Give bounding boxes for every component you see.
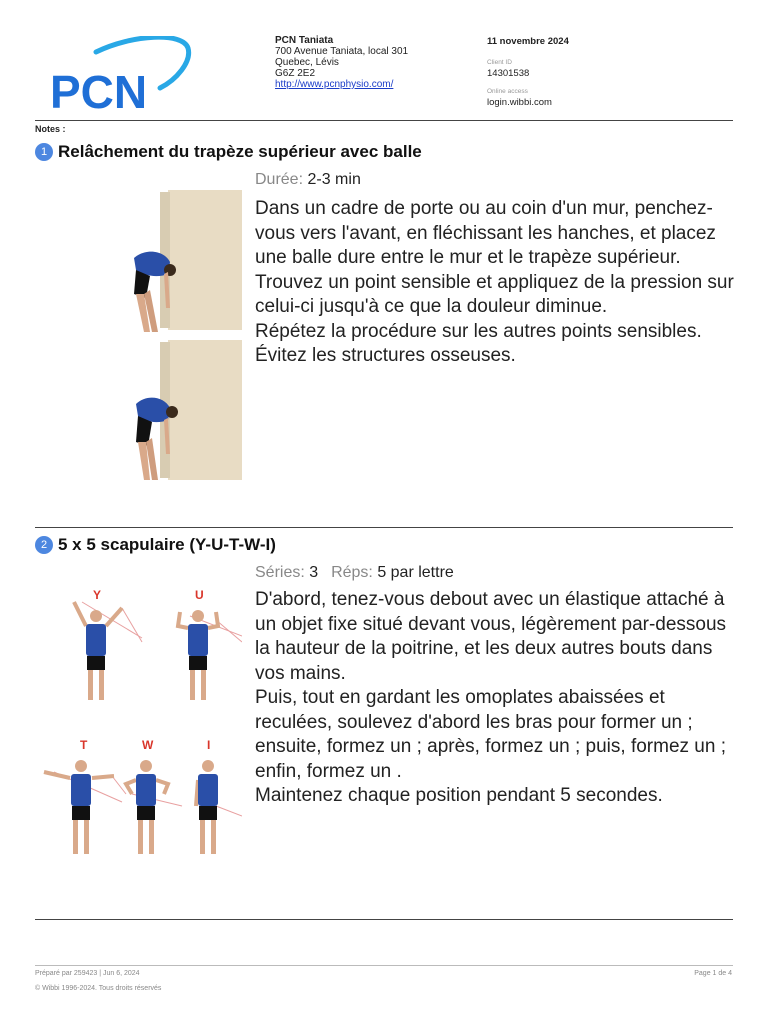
letter-i-label: I: [207, 738, 211, 752]
postal-code: G6Z 2E2: [275, 68, 316, 79]
series-value: 3: [309, 564, 319, 581]
client-id-label: Client ID: [487, 59, 512, 66]
exercise-1-title: [35, 142, 422, 162]
reps-value: 5 par lettre: [377, 564, 454, 581]
duration-value: 2-3 min: [307, 171, 361, 188]
footer-divider: [35, 965, 733, 966]
client-id: 14301538: [487, 68, 530, 79]
description-paragraph: Trouvez un point sensible et appliquez de la pression sur celui-ci jusqu'à ce que la douleur diminue.: [255, 271, 734, 317]
page-number: Page 1 de 4: [694, 970, 732, 977]
figure-i: [196, 760, 242, 854]
online-access-label: Online access: [487, 88, 528, 95]
exercise-2-image: [40, 580, 242, 885]
exercise-2-description: [255, 588, 735, 809]
website-link[interactable]: http://www.pcnphysio.com/: [275, 79, 394, 90]
document-date: 11 novembre 2024: [487, 36, 569, 47]
exercise-divider: [35, 527, 733, 528]
exercise-2-params: [255, 564, 454, 582]
description-paragraph: Évitez les structures osseuses.: [255, 345, 516, 366]
exercise-1-params: [255, 171, 361, 189]
description-paragraph: Dans un cadre de porte ou au coin d'un mur, penchez-vous vers l'avant, en fléchissant les hanches, et placez une balle dure entre le mur et le trapèze supérieur.: [255, 198, 716, 268]
clinic-name: PCN Taniata: [275, 35, 334, 46]
exercise-divider: [35, 919, 733, 920]
description-paragraph: D'abord, tenez-vous debout avec un élastique attaché à un objet fixe situé devant vous, légèrement par-dessous la hauteur de la poitrine, et les deux autres bouts dans vos mains.: [255, 589, 727, 684]
figure-u: [178, 610, 242, 700]
description-paragraph: Maintenez chaque position pendant 5 secondes.: [255, 785, 663, 806]
footer-prepared: Préparé par 259423 | Jun 6, 2024: [35, 970, 140, 977]
exercise-1-description: [255, 197, 735, 369]
series-label: Séries:: [255, 564, 305, 581]
figure-w: [126, 760, 182, 854]
clinic-address: [275, 35, 408, 90]
document-meta: [487, 36, 569, 108]
svg-text:PCN: PCN: [50, 66, 148, 114]
figure-y: [74, 602, 142, 700]
footer-copyright: © Wibbi 1996-2024. Tous droits réservés: [35, 985, 162, 992]
letter-y-label: Y: [93, 588, 102, 602]
reps-label: Réps:: [331, 564, 373, 581]
exercise-title: 5 x 5 scapulaire (Y-U-T-W-I): [58, 535, 276, 554]
online-access: login.wibbi.com: [487, 97, 552, 108]
address-line-1: 700 Avenue Taniata, local 301: [275, 46, 409, 57]
duration-label: Durée:: [255, 171, 304, 188]
address-line-2: Quebec, Lévis: [275, 57, 339, 68]
header-divider: [35, 120, 733, 121]
exercise-2-title: [35, 535, 276, 555]
exercise-number-badge: 1: [35, 143, 53, 161]
figure-t: [44, 760, 126, 854]
letter-t-label: T: [80, 738, 88, 752]
description-paragraph: Répétez la procédure sur les autres points sensibles.: [255, 320, 702, 342]
letter-u-label: U: [195, 588, 204, 602]
exercise-1-image: [40, 190, 242, 493]
exercise-number-badge: 2: [35, 536, 53, 554]
exercise-title: Relâchement du trapèze supérieur avec balle: [58, 142, 422, 161]
notes-label: Notes :: [35, 124, 66, 134]
description-paragraph: Puis, tout en gardant les omoplates abaissées et reculées, soulevez d'abord les bras pour former un ; ensuite, formez un ; après, formez un ; puis, formez un ; enfin, formez un .: [255, 687, 726, 782]
letter-w-label: W: [142, 738, 154, 752]
pcn-logo: [48, 36, 196, 114]
